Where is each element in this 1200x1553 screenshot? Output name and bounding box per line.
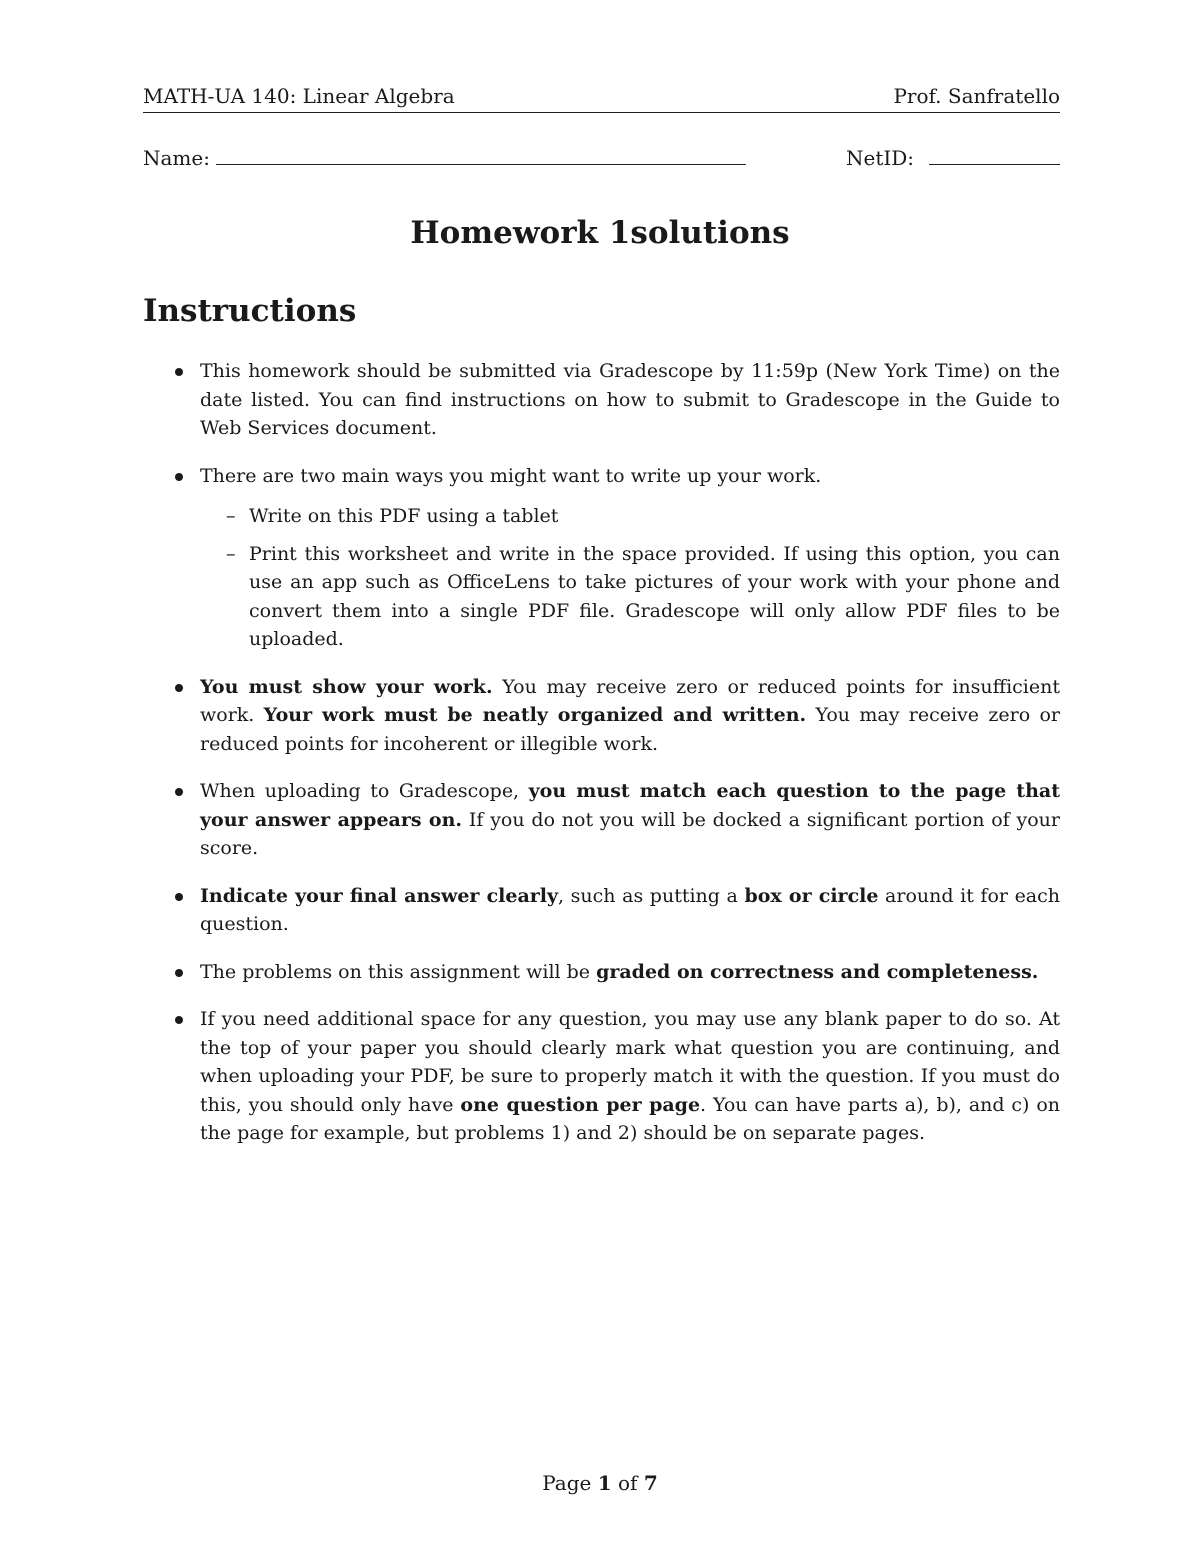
emphasis-text: You must show your work. xyxy=(200,675,493,698)
list-item xyxy=(143,777,1060,863)
bullet-icon xyxy=(175,684,183,692)
page-number-total: 7 xyxy=(643,1471,658,1495)
sub-instruction-text: Write on this PDF using a tablet xyxy=(249,505,559,527)
instruction-text: around it for each question. xyxy=(200,884,1061,935)
sub-list-item xyxy=(200,540,1060,654)
list-item xyxy=(143,357,1060,443)
bullet-icon xyxy=(175,473,183,481)
bullet-icon xyxy=(175,1016,183,1024)
list-item xyxy=(143,673,1060,759)
name-field-line[interactable] xyxy=(216,164,746,165)
instruction-text: You may receive zero or reduced points for insufficient work. xyxy=(200,675,1060,726)
netid-field-line[interactable] xyxy=(929,164,1060,165)
professor-name: Prof. Sanfratello xyxy=(893,84,1060,108)
emphasis-text: one question per page xyxy=(460,1093,701,1116)
bullet-icon xyxy=(175,893,183,901)
emphasis-text: you must match each question to the page that your answer appears on. xyxy=(200,780,1060,831)
page-header xyxy=(143,84,1060,113)
instruction-text: . You can have parts a), b), and c) on the page for example, but problems 1) and 2) should be on separate pages. xyxy=(200,1093,1061,1144)
list-item xyxy=(143,462,1060,654)
sub-list xyxy=(200,502,1060,654)
emphasis-text: box or circle xyxy=(744,884,879,907)
instruction-text: When uploading to Gradescope, xyxy=(200,780,529,802)
instruction-text: This homework should be submitted via Gradescope by 11:59p (New York Time) on the date listed. You can find instructions on how to submit to Gradescope in the Guide to Web Services document. xyxy=(200,360,1060,439)
instruction-text: If you do not you will be docked a significant portion of your score. xyxy=(200,808,1061,859)
instruction-text: If you need additional space for any question, you may use any blank paper to do so. At the top of your paper you should clearly mark what question you are continuing, and when uploading your PDF, be sure to properly match it with the question. If you must do this, you should only have xyxy=(200,1008,1060,1116)
instruction-text: The problems on this assignment will be xyxy=(200,960,597,983)
list-item xyxy=(143,1005,1060,1148)
emphasis-text: graded on correctness and completeness. xyxy=(596,960,1039,983)
instruction-text: There are two main ways you might want to write up your work. xyxy=(200,464,822,487)
instruction-text: , such as putting a xyxy=(558,884,745,907)
list-item xyxy=(143,958,1060,987)
bullet-icon xyxy=(175,788,183,796)
section-heading: Instructions xyxy=(143,293,357,329)
name-label: Name: xyxy=(143,146,210,170)
netid-label: NetID: xyxy=(846,146,915,170)
course-title: MATH-UA 140: Linear Algebra xyxy=(143,84,455,108)
bullet-icon xyxy=(175,969,183,977)
page-number-current: 1 xyxy=(597,1471,612,1495)
instructions-list xyxy=(143,357,1060,1167)
page-mid: of xyxy=(611,1471,644,1495)
dash-icon: – xyxy=(226,505,236,527)
list-item xyxy=(143,882,1060,939)
dash-icon: – xyxy=(226,542,236,565)
document-title: Homework 1solutions xyxy=(410,215,790,251)
page-footer xyxy=(0,1471,1200,1495)
bullet-icon xyxy=(175,368,183,376)
sub-instruction-text: Print this worksheet and write in the space provided. If using this option, you can use an app such as OfficeLens to take pictures of your work with your phone and convert them into a single PDF file. Gradescope will only allow PDF files to be uploaded. xyxy=(249,542,1060,650)
sub-list-item xyxy=(200,502,1060,531)
emphasis-text: Your work must be neatly organized and written. xyxy=(263,704,807,726)
emphasis-text: Indicate your final answer clearly xyxy=(200,884,559,907)
instruction-text: You may receive zero or reduced points for incoherent or illegible work. xyxy=(200,704,1060,755)
page-prefix: Page xyxy=(542,1471,598,1495)
student-info-row xyxy=(143,146,1060,172)
